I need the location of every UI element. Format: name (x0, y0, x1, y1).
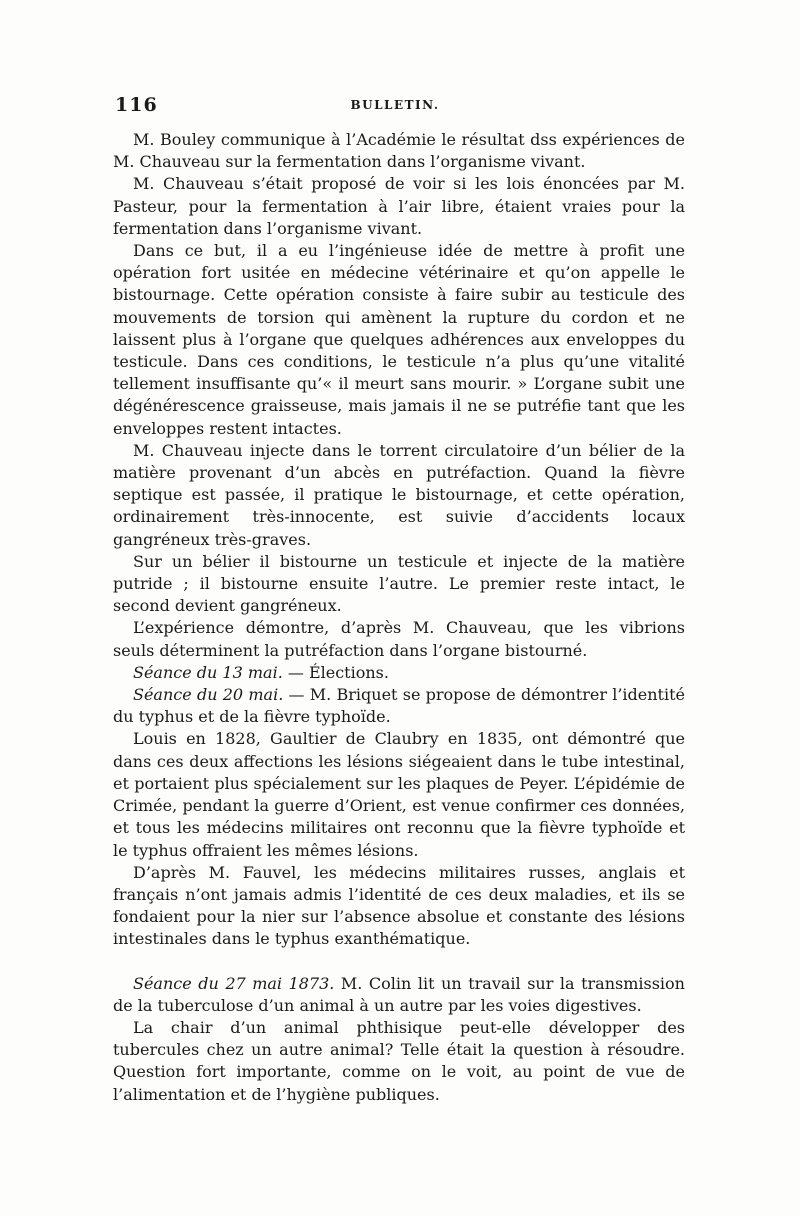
paragraph-chair-phthisique: La chair d’un animal phthisique peut-elle développer des tubercules chez un autre animal? Telle était la question à résoudre. Question fort importante, comme on le voit, au point de vue de l’alimentation et de l’hygiène publiques. (113, 1017, 685, 1104)
paragraph-seance-13-mai: Séance du 13 mai. — Élections. (133, 662, 389, 682)
paragraph-injection: M. Chauveau injecte dans le torrent circulatoire d’un bélier de la matière provenant d’un abcès en putréfaction. Quand la fièvre septique est passée, il pratique le bistournage, et cette opération, ordinairement très-innocente, est suivie d’accidents locaux gangréneux très-graves. (113, 440, 685, 549)
session-date: Séance du 27 mai 1873. (133, 973, 335, 993)
paragraph-seance-27-mai: Séance du 27 mai 1873. M. Colin lit un travail sur la transmission de la tuberculose d’un animal à un autre par les voies digestives. (113, 973, 685, 1015)
paragraph-vibrions: L’expérience démontre, d’après M. Chauveau, que les vibrions seuls déterminent la putréfaction dans l’organe bistourné. (113, 618, 685, 660)
paragraph-belier: Sur un bélier il bistourne un testicule et injecte de la matière putride ; il bistourne ensuite l’autre. Le premier reste intact, le second devient gangréneux. (113, 551, 685, 616)
page-number: 116 (115, 94, 158, 116)
paragraph-fauvel: D’après M. Fauvel, les médecins militaires russes, anglais et français n’ont jamais admis l’identité de ces deux maladies, et ils se fondaient pour la nier sur l’absence absolue et constante des lésions intestinales dans le typhus exanthématique. (113, 862, 685, 949)
running-head (110, 94, 680, 124)
body-text (113, 129, 685, 1106)
paragraph-chauveau-proposal: M. Chauveau s’était proposé de voir si les lois énoncées par M. Pasteur, pour la fermentation à l’air libre, étaient vraies pour la fermentation dans l’organisme vivant. (113, 174, 685, 238)
session-date: Séance du 20 mai. (133, 685, 284, 705)
paragraph-seance-20-mai: Séance du 20 mai. — M. Briquet se propose de démontrer l’identité du typhus et de la fièvre typhoïde. (113, 685, 686, 727)
running-title: BULLETIN. (350, 98, 440, 112)
paragraph-bistournage: Dans ce but, il a eu l’ingénieuse idée de mettre à profit une opération fort usitée en médecine vétérinaire et qu’on appelle le bistournage. Cette opération consiste à faire subir au testicule des mouvements de torsion qui amènent la rupture du cordon et ne laissent plus à l’organe que quelques adhérences aux enveloppes du testicule. Dans ces conditions, le testicule n’a plus qu’une vitalité tellement insuffisante qu’« il meurt sans mourir. » L’organe subit une dégénérescence graisseuse, mais jamais il ne se putréfie tant que les enveloppes restent intactes. (113, 241, 685, 438)
paragraph-louis: Louis en 1828, Gaultier de Claubry en 1835, ont démontré que dans ces deux affections les lésions siégeaient dans le tube intestinal, et portaient plus spécialement sur les plaques de Peyer. L’épidémie de Crimée, pendant la guerre d’Orient, est venue confirmer ces données, et tous les médecins militaires ont reconnu que la fièvre typhoïde et le typhus offraient les mêmes lésions. (113, 729, 685, 860)
session-date: Séance du 13 mai. (133, 662, 283, 682)
paragraph-bouley: M. Bouley communique à l’Académie le résultat dss expériences de M. Chauveau sur la fermentation dans l’organisme vivant. (113, 130, 685, 172)
